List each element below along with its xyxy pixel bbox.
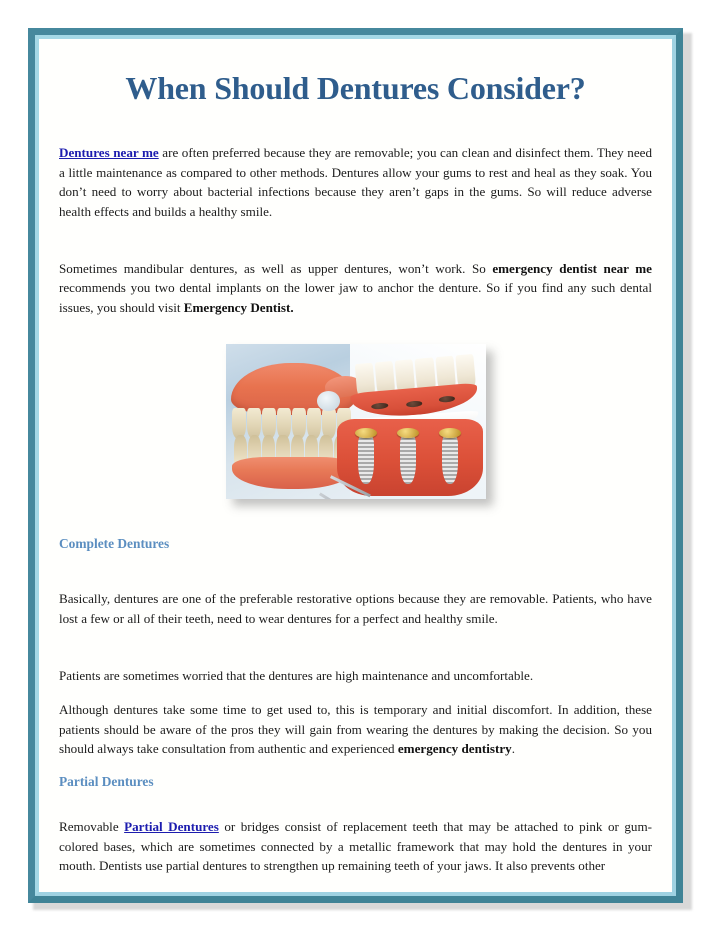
- implant-screw: [442, 436, 458, 484]
- paragraph-intro-text: are often preferred because they are removable; you can clean and disinfect them. They need a little maintenance as compared to other methods. Dentures allow your gums to rest and heal as they soak. You don’t need to worry about bacterial infections because they aren’t gaps in the gums. So will reduce adverse health effects and builds a healthy smile.: [59, 145, 652, 219]
- subheading-partial-dentures: Partial Dentures: [59, 773, 154, 789]
- paragraph-getting-used: [59, 700, 652, 759]
- paragraph-getting-used-text-b: .: [511, 741, 515, 757]
- implant-screw: [358, 436, 374, 484]
- photo-canvas: [226, 344, 486, 499]
- spacer: [59, 222, 652, 259]
- paragraph-intro: [59, 143, 652, 221]
- document-content: [39, 39, 672, 892]
- implant-jaw: [337, 419, 483, 497]
- paragraph-patients-worried: Patients are sometimes worried that the dentures are high maintenance and uncomfortable.: [59, 667, 534, 683]
- paragraph-partial-dentures: [59, 817, 652, 876]
- spacer: [59, 629, 652, 666]
- spacer: [59, 499, 652, 536]
- implant-supported-denture-arch: [345, 357, 480, 425]
- dentures-implants-image: [226, 344, 486, 499]
- paragraph-getting-used-text-a: Although dentures take some time to get used to, this is temporary and initial discomfort. In addition, these patients should be aware of the pros they will gain from wearing the dentures by making the decision. So you should always take consultation from authentic and experienced: [59, 702, 652, 757]
- abutment-socket: [438, 395, 455, 402]
- gold-abutment: [355, 428, 377, 438]
- abutment-socket: [371, 402, 388, 409]
- spacer: [59, 106, 652, 143]
- gold-abutment: [397, 428, 419, 438]
- document-frame: [28, 28, 683, 903]
- spacer: [59, 552, 652, 589]
- spacer: [59, 790, 652, 817]
- implant-screw: [400, 436, 416, 484]
- emphasis-emergency-dentistry: emergency dentistry: [397, 741, 512, 757]
- abutment-socket: [405, 400, 422, 407]
- page-title: When Should Dentures Consider?: [125, 70, 586, 106]
- subheading-complete-dentures: Complete Dentures: [59, 536, 170, 552]
- link-partial-dentures[interactable]: Partial Dentures: [124, 819, 219, 835]
- document-frame-inner-border: [35, 35, 676, 896]
- spacer: [59, 685, 652, 700]
- paragraph-mandibular-text-b: recommends you two dental implants on the lower jaw to anchor the denture. So if you find any such dental issues, you should visit: [59, 280, 652, 315]
- paragraph-mandibular: [59, 259, 652, 318]
- paragraph-mandibular-text-a: Sometimes mandibular dentures, as well as upper dentures, won’t work. So: [59, 260, 493, 276]
- paragraph-partial-text-a: Removable: [59, 819, 125, 835]
- spacer: [59, 317, 652, 344]
- dental-mirror: [317, 391, 340, 411]
- paragraph-partial-text-b: or bridges consist of replacement teeth that may be attached to pink or gum-colored bases, which are sometimes connected by a metallic framework that may hold the dentures in your mouth. Dentists use partial dentures to strengthen up remaining teeth of your jaws. It also prevents other: [59, 819, 652, 874]
- lower-gum: [232, 457, 354, 489]
- link-dentures-near-me[interactable]: Dentures near me: [59, 145, 159, 161]
- paragraph-complete-dentures: Basically, dentures are one of the preferable restorative options because they are removable. Patients, who have lost a few or all of their teeth, need to wear dentures for a perfect and healthy smile.: [59, 591, 652, 627]
- emphasis-emergency-dentist: Emergency Dentist.: [183, 299, 294, 315]
- figure-container: [59, 344, 652, 499]
- spacer: [59, 759, 652, 774]
- emphasis-emergency-dentist-near-me: emergency dentist near me: [492, 260, 652, 276]
